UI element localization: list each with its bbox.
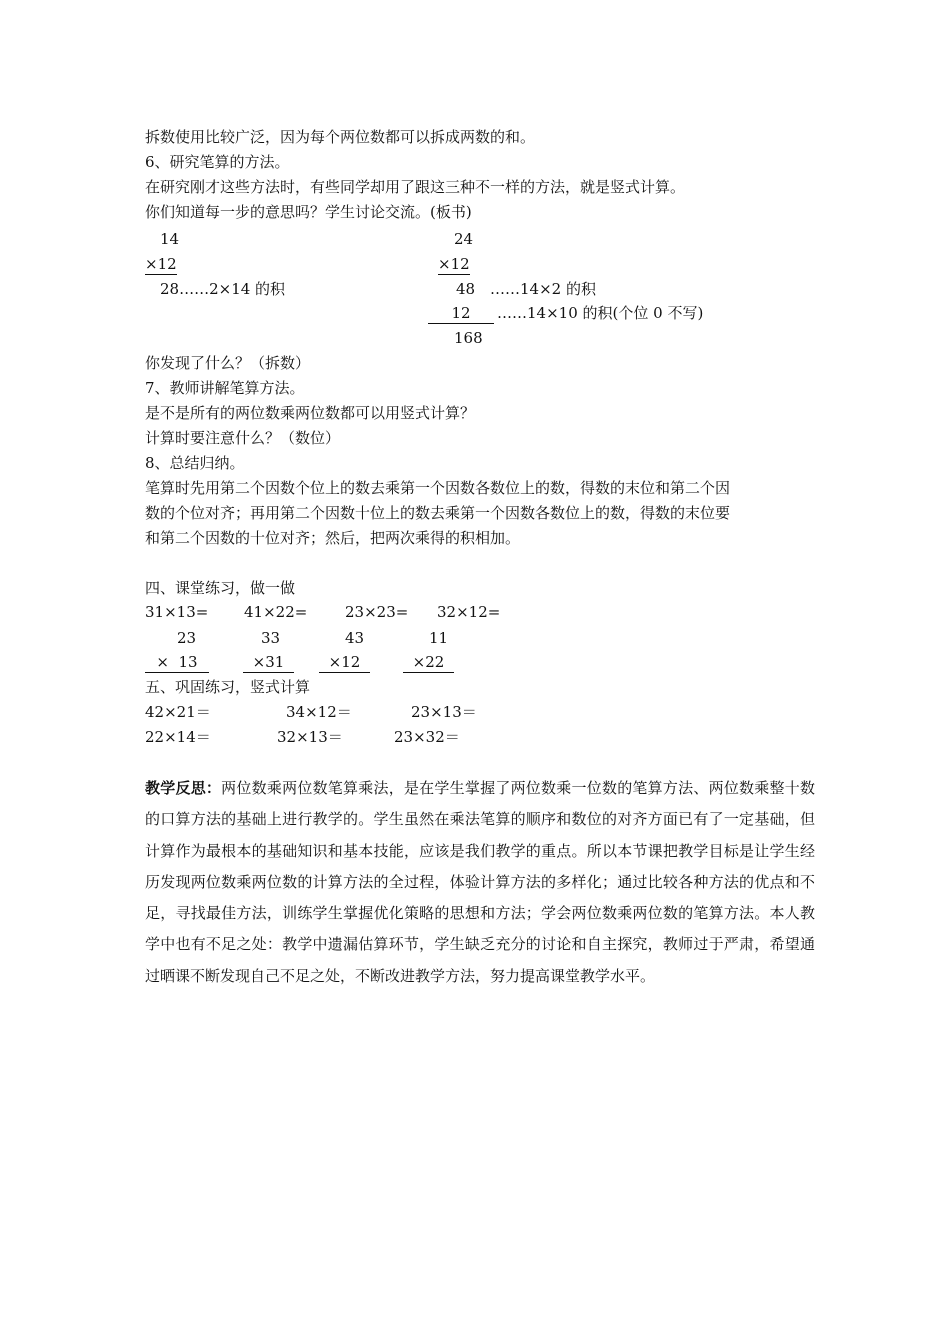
calc-right-multiplicand: 24 <box>454 230 474 248</box>
practice-equation: 31×13= <box>145 603 209 621</box>
text-line: 数的个位对齐；再用第二个因数十位上的数去乘第一个因数各数位上的数，得数的末位要 <box>145 504 731 522</box>
text-line: 在研究刚才这些方法时，有些同学却用了跟这三种不一样的方法，就是竖式计算。 <box>145 178 686 196</box>
consolidate-equation: 23×13＝ <box>411 703 477 721</box>
calc-right-note-1: ……14×2 的积 <box>490 280 596 298</box>
reflection-label: 教学反思： <box>145 779 222 797</box>
calc-left-partial: 28……2×14 的积 <box>160 280 286 298</box>
consolidate-equation: 23×32＝ <box>394 728 460 746</box>
text-line: 笔算时先用第二个因数个位上的数去乘第一个因数各数位上的数，得数的末位和第二个因 <box>145 479 731 497</box>
practice-multiplier: × 13 <box>145 652 209 673</box>
practice-top-number: 33 <box>261 629 281 647</box>
text-line: 是不是所有的两位数乘两位数都可以用竖式计算？ <box>145 404 476 422</box>
practice-multiplier: ×12 <box>319 652 370 673</box>
text-line: 拆数使用比较广泛，因为每个两位数都可以拆成两数的和。 <box>145 128 536 146</box>
practice-top-number: 11 <box>429 629 449 647</box>
consolidate-equation: 42×21＝ <box>145 703 211 721</box>
section-heading-8: 8、总结归纳。 <box>145 454 245 472</box>
section-heading-practice: 四、课堂练习，做一做 <box>145 579 296 597</box>
text-line: 你发现了什么？（拆数） <box>145 354 311 372</box>
teaching-reflection <box>145 773 815 992</box>
section-heading-7: 7、教师讲解笔算方法。 <box>145 379 305 397</box>
calc-left-multiplier: ×12 <box>145 255 177 273</box>
calc-right-partial-1: 48 <box>456 280 476 298</box>
calc-right-total: 168 <box>454 329 483 347</box>
calc-right-multiplier: ×12 <box>438 255 470 273</box>
practice-equation: 41×22= <box>244 603 308 621</box>
practice-multiplier: ×22 <box>403 652 454 673</box>
text-line: 计算时要注意什么？（数位） <box>145 429 341 447</box>
calc-left-multiplicand: 14 <box>160 230 180 248</box>
calc-right-note-2: ……14×10 的积(个位 0 不写) <box>497 304 704 322</box>
consolidate-equation: 32×13＝ <box>277 728 343 746</box>
practice-top-number: 43 <box>345 629 365 647</box>
reflection-text: 两位数乘两位数笔算乘法，是在学生掌握了两位数乘一位数的笔算方法、两位数乘整十数的口算方法的基础上进行教学的。学生虽然在乘法笔算的顺序和数位的对齐方面已有了一定基础，但计算作为最根本的基础知识和基本技能，应该是我们教学的重点。所以本节课把教学目标是让学生经历发现两位数乘两位数的计算方法的全过程，体验计算方法的多样化；通过比较各种方法的优点和不足，寻找最佳方法，训练学生掌握优化策略的思想和方法；学会两位数乘两位数的笔算方法。本人教学中也有不足之处：教学中遗漏估算环节，学生缺乏充分的讨论和自主探究，教师过于严肃，希望通过晒课不断发现自己不足之处，不断改进教学方法，努力提高课堂教学水平。 <box>145 779 815 985</box>
section-heading-consolidate: 五、巩固练习，竖式计算 <box>145 678 311 696</box>
calc-right-partial-2: 12 <box>428 303 494 324</box>
practice-equation: 23×23= <box>345 603 409 621</box>
practice-multiplier: ×31 <box>243 652 294 673</box>
text-line: 和第二个因数的十位对齐；然后，把两次乘得的积相加。 <box>145 529 521 547</box>
section-heading-6: 6、研究笔算的方法。 <box>145 153 290 171</box>
text-line: 你们知道每一步的意思吗？学生讨论交流。(板书) <box>145 203 472 221</box>
practice-equation: 32×12= <box>437 603 501 621</box>
consolidate-equation: 34×12＝ <box>286 703 352 721</box>
consolidate-equation: 22×14＝ <box>145 728 211 746</box>
practice-top-number: 23 <box>177 629 197 647</box>
